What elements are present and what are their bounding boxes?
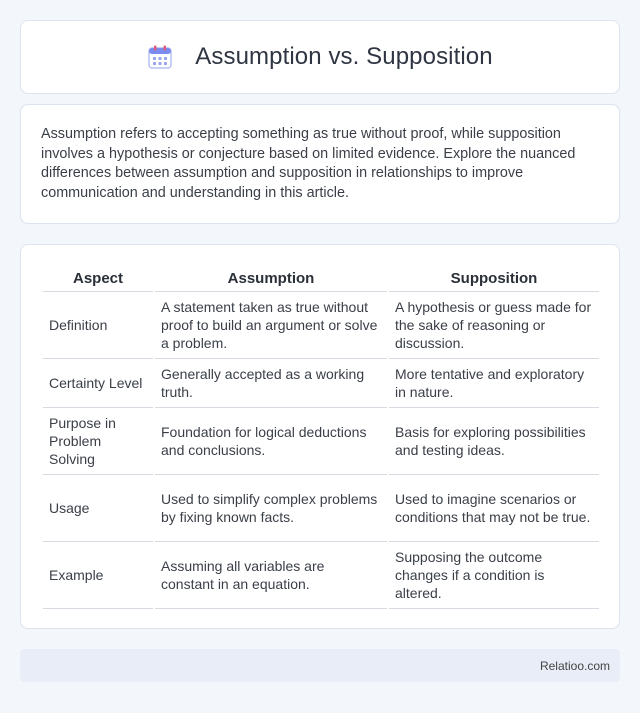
header-aspect: Aspect <box>43 265 153 292</box>
intro-text: Assumption refers to accepting something as true without proof, while supposition involves a hypothesis or conjecture based on limited evidence. Explore the nuanced differences between assumption and supposition in relationships to improve communication and understanding in this article. <box>41 126 576 201</box>
table-header-row <box>43 265 599 292</box>
comparison-card <box>20 244 620 629</box>
title-card <box>20 20 620 94</box>
table-row <box>43 292 599 359</box>
comparison-table <box>41 265 601 609</box>
cell-aspect: Example <box>43 542 153 609</box>
footer-brand: Relatioo.com <box>539 658 610 673</box>
footer <box>20 649 620 682</box>
cell-assumption: Foundation for logical deductions and conclusions. <box>155 408 387 475</box>
table-row <box>43 408 599 475</box>
cell-aspect: Usage <box>43 475 153 542</box>
cell-supposition: Basis for exploring possibilities and testing ideas. <box>389 408 599 475</box>
header-supposition: Supposition <box>389 265 599 292</box>
cell-assumption: A statement taken as true without proof to build an argument or solve a problem. <box>155 292 387 359</box>
cell-supposition: Supposing the outcome changes if a condition is altered. <box>389 542 599 609</box>
table-row <box>43 359 599 408</box>
page-title: Assumption vs. Supposition <box>195 43 493 70</box>
table-row <box>43 542 599 609</box>
cell-aspect: Definition <box>43 292 153 359</box>
cell-supposition: Used to imagine scenarios or conditions that may not be true. <box>389 475 599 542</box>
cell-assumption: Assuming all variables are constant in an equation. <box>155 542 387 609</box>
cell-assumption: Generally accepted as a working truth. <box>155 359 387 408</box>
cell-assumption: Used to simplify complex problems by fixing known facts. <box>155 475 387 542</box>
cell-supposition: A hypothesis or guess made for the sake of reasoning or discussion. <box>389 292 599 359</box>
cell-aspect: Purpose in Problem Solving <box>43 408 153 475</box>
cell-aspect: Certainty Level <box>43 359 153 408</box>
header-assumption: Assumption <box>155 265 387 292</box>
table-row <box>43 475 599 542</box>
cell-supposition: More tentative and exploratory in nature. <box>389 359 599 408</box>
intro-card <box>20 104 620 224</box>
calendar-icon <box>147 44 173 70</box>
